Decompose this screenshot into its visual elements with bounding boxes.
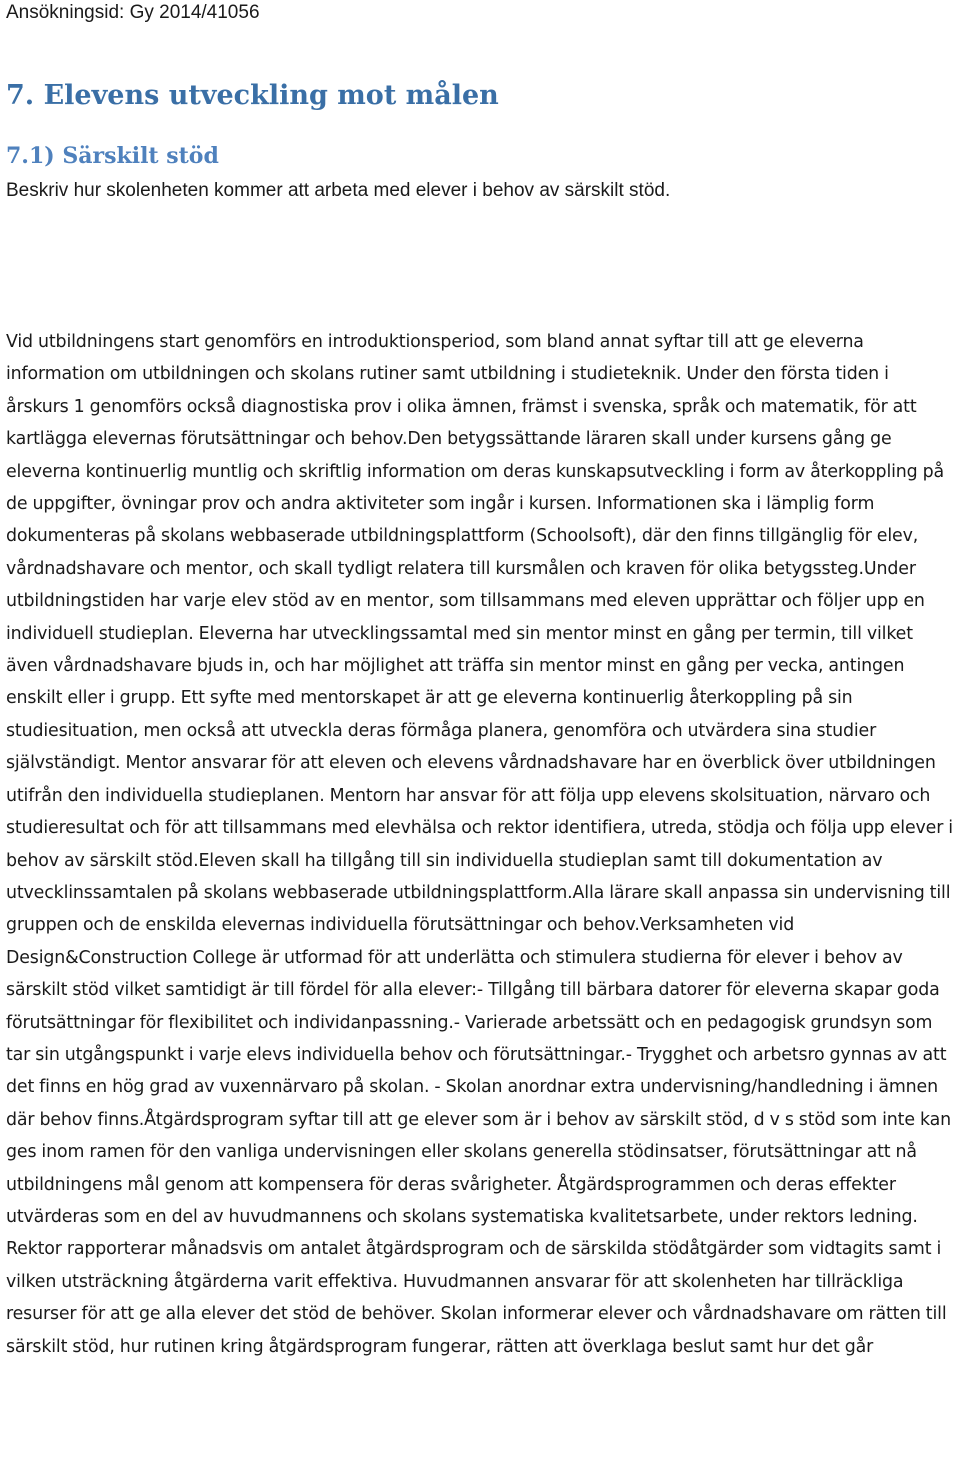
application-id: Ansökningsid: Gy 2014/41056	[6, 2, 260, 23]
question-instruction: Beskriv hur skolenheten kommer att arbeta med elever i behov av särskilt stöd.	[6, 180, 671, 201]
document-page	[6, 0, 956, 1462]
subsection-heading: 7.1) Särskilt stöd	[6, 143, 219, 169]
section-heading: 7. Elevens utveckling mot målen	[6, 80, 499, 111]
answer-text: Vid utbildningens start genomförs en introduktionsperiod, som bland annat syftar till att ge eleverna information om utbildningen och skolans rutiner samt utbildning i studieteknik. Under den första tiden i årskurs 1 genomförs också diagnostiska prov i olika ämnen, främst i svenska, språk och matematik, för att kartlägga elevernas förutsättningar och behov.Den betygssättande läraren skall under kursens gång ge eleverna kontinuerlig muntlig och skriftlig information om deras kunskapsutveckling i form av återkoppling på de uppgifter, övningar prov och andra aktiviteter som ingår i kursen. Informationen ska i lämplig form dokumenteras på skolans webbaserade utbildningsplattform (Schoolsoft), där den finns tillgänglig för elev, vårdnadshavare och mentor, och skall tydligt relatera till kursmålen och kraven för olika betygssteg.Under utbildningstiden har varje elev stöd av en mentor, som tillsammans med eleven upprättar och följer upp en individuell studieplan. Eleverna har utvecklingssamtal med sin mentor minst en gång per termin, till vilket även vårdnadshavare bjuds in, och har möjlighet att träffa sin mentor minst en gång per vecka, antingen enskilt eller i grupp. Ett syfte med mentorskapet är att ge eleverna kontinuerlig återkoppling på sin studiesituation, men också att utveckla deras förmåga planera, genomföra och utvärdera sina studier självständigt. Mentor ansvarar för att eleven och elevens vårdnadshavare har en överblick över utbildningen utifrån den individuella studieplanen. Mentorn har ansvar för att följa upp elevens skolsituation, närvaro och studieresultat och för att tillsammans med elevhälsa och rektor identifiera, utreda, stödja och följa upp elever i behov av särskilt stöd.Eleven skall ha tillgång till sin individuella studieplan samt till dokumentation av utvecklinssamtalen på skolans webbaserade utbildningsplattform.Alla lärare skall anpassa sin undervisning till gruppen och de enskilda elevernas individuella förutsättningar och behov.Verksamheten vid Design&Construction College är utformad för att underlätta och stimulera studierna för elever i behov av särskilt stöd vilket samtidigt är till fördel för alla elever:- Tillgång till bärbara datorer för eleverna skapar goda förutsättningar för flexibilitet och individanpassning.- Varierade arbetssätt och en pedagogisk grundsyn som tar sin utgångspunkt i varje elevs individuella behov och förutsättningar.- Trygghet och arbetsro gynnas av att det finns en hög grad av vuxennärvaro på skolan. - Skolan anordnar extra undervisning/handledning i ämnen där behov finns.Åtgärdsprogram syftar till att ge elever som är i behov av särskilt stöd, d v s stöd som inte kan ges inom ramen för den vanliga undervisningen eller skolans generella stödinsatser, förutsättningar att nå utbildningens mål genom att kompensera för deras svårigheter. Åtgärdsprogrammen och deras effekter utvärderas som en del av huvudmannens och skolans systematiska kvalitetsarbete, under rektors ledning. Rektor rapporterar månadsvis om antalet åtgärdsprogram och de särskilda stödåtgärder som vidtagits samt i vilken utsträckning åtgärderna varit effektiva. Huvudmannen ansvarar för att skolenheten har tillräckliga resurser för att ge alla elever det stöd de behöver. Skolan informerar elever och vårdnadshavare om rätten till särskilt stöd, hur rutinen kring åtgärdsprogram fungerar, rätten att överklaga beslut samt hur det går	[6, 332, 953, 1357]
